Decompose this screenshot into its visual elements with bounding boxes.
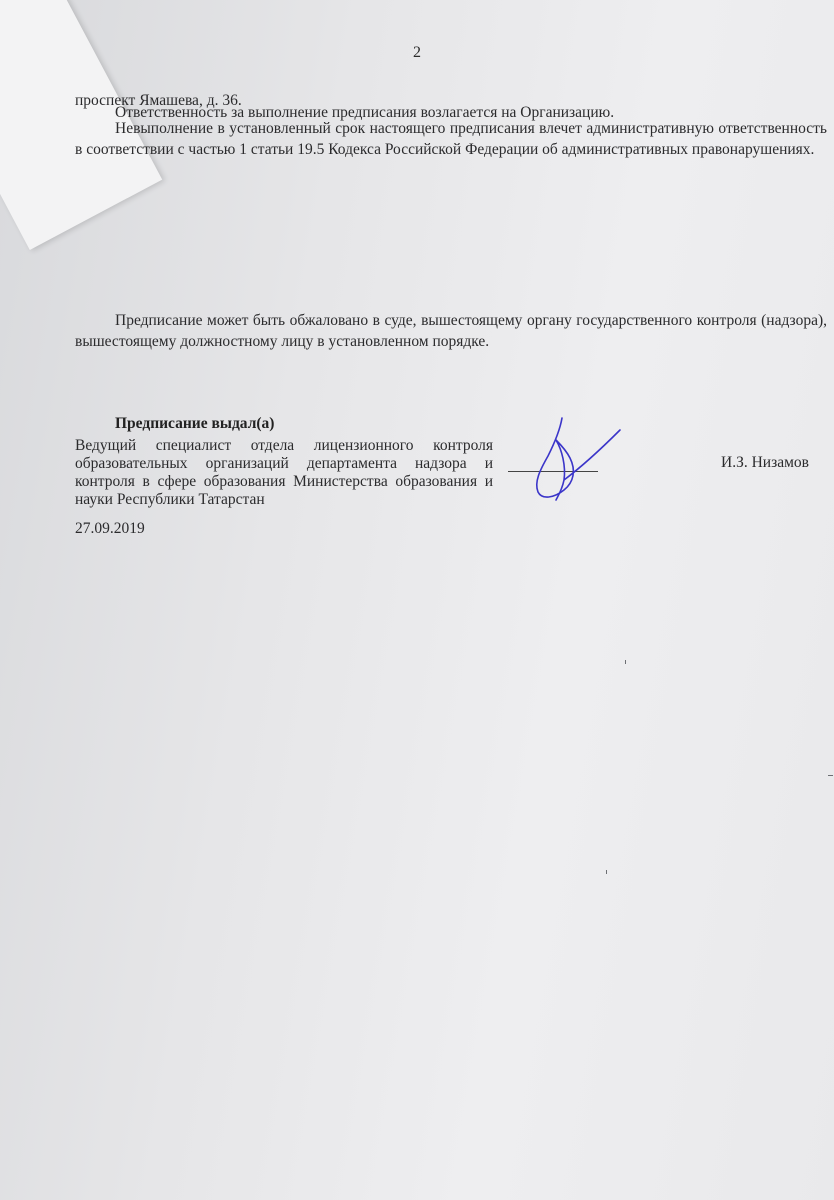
address-line: проспект Ямашева, д. 36. — [75, 92, 242, 109]
paper-mark — [828, 775, 833, 776]
signatory-name: И.З. Низамов — [721, 454, 809, 471]
paper-mark — [625, 660, 626, 664]
paper-mark — [606, 870, 607, 874]
responsibility-paragraph: Ответственность за выполнение предписания возлагается на Организацию. — [115, 104, 615, 121]
document-date: 27.09.2019 — [75, 520, 145, 537]
appeal-paragraph: Предписание может быть обжаловано в суде, вышестоящему органу государственного контроля (надзора), вышестоящему должностному лицу в установленном порядке. — [75, 312, 827, 350]
signature-heading: Предписание выдал(а) — [115, 415, 275, 432]
handwritten-signature — [510, 410, 630, 510]
signatory-position: Ведущий специалист отдела лицензионного контроля образовательных организаций департамента надзора и контроля в сфере образования Министерства образования и науки Республики Татарстан — [75, 437, 493, 508]
page-number: 2 — [413, 44, 421, 61]
noncompliance-paragraph: Невыполнение в установленный срок настоящего предписания влечет административную ответственность в соответствии с частью 1 статьи 19.5 Кодекса Российской Федерации об административных правонарушениях. — [75, 120, 827, 158]
